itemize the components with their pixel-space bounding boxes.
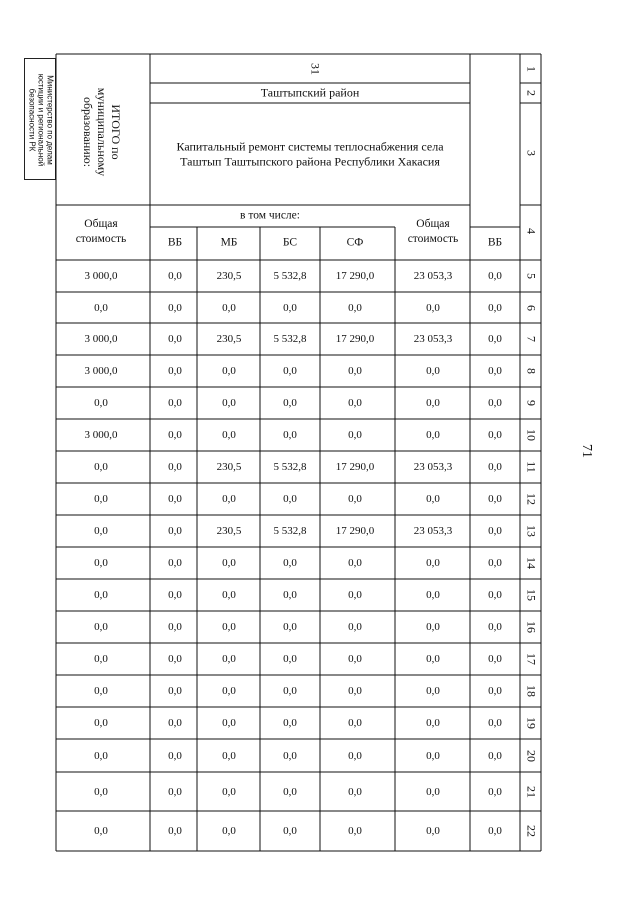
table-cell: 0,0 xyxy=(94,301,108,314)
table-cell: 0,0 xyxy=(488,825,502,837)
table-cell: 0,0 xyxy=(94,557,108,569)
district-name: Таштыпский район xyxy=(260,85,360,100)
table-cell: 0,0 xyxy=(283,589,297,601)
stamp-text: Министерство по делам юстиции и региональной безопасности РК xyxy=(27,73,55,167)
table-cell: 0,0 xyxy=(94,717,108,729)
table-cell: 0,0 xyxy=(283,557,297,569)
table-cell: 17 290,0 xyxy=(335,333,375,345)
table-cell: 0,0 xyxy=(426,785,440,798)
table-cell: 0,0 xyxy=(426,825,440,837)
table-cell: 0,0 xyxy=(168,589,182,601)
col-bs-header: БС xyxy=(282,236,298,249)
table-cell: 0,0 xyxy=(168,365,182,377)
row-number-4: 4 xyxy=(524,228,539,234)
table-cell: 0,0 xyxy=(426,589,440,601)
table-cell: 0,0 xyxy=(222,301,236,314)
table-cell: 0,0 xyxy=(222,717,236,729)
table-cell: 0,0 xyxy=(283,825,297,837)
table-cell: 0,0 xyxy=(168,270,182,282)
table-cell: 0,0 xyxy=(348,557,362,569)
table-cell: 0,0 xyxy=(168,825,182,837)
table-cell: 0,0 xyxy=(426,621,440,633)
table-cell: 3 000,0 xyxy=(84,429,118,441)
col-mb-header: МБ xyxy=(220,236,238,249)
col-vb-header: ВБ xyxy=(167,236,183,249)
table-cell: 5 532,8 xyxy=(273,525,307,537)
table-cell: 3 000,0 xyxy=(84,365,118,377)
table-cell: 0,0 xyxy=(283,717,297,729)
table-cell: 23 053,3 xyxy=(413,461,453,473)
table-cell: 0,0 xyxy=(348,825,362,837)
table-cell: 17 290,0 xyxy=(335,461,375,473)
table-cell: 0,0 xyxy=(348,301,362,314)
row-number: 15 xyxy=(524,589,539,601)
table-cell: 17 290,0 xyxy=(335,270,375,282)
table-cell: 0,0 xyxy=(168,333,182,345)
table-cell: 0,0 xyxy=(426,397,440,409)
table-cell: 0,0 xyxy=(94,397,108,409)
table-cell: 0,0 xyxy=(488,270,502,282)
row-number: 10 xyxy=(524,429,539,441)
row-number: 9 xyxy=(524,400,539,406)
table-cell: 5 532,8 xyxy=(273,461,307,473)
table-cell: 23 053,3 xyxy=(413,270,453,282)
table-cell: 0,0 xyxy=(94,589,108,601)
table-cell: 0,0 xyxy=(488,621,502,633)
table-cell: 0,0 xyxy=(426,749,440,762)
table-cell: 0,0 xyxy=(168,525,182,537)
col-vb2-header: ВБ xyxy=(487,236,503,249)
table-cell: 0,0 xyxy=(222,749,236,762)
row-number: 17 xyxy=(524,653,539,665)
table-cell: 0,0 xyxy=(283,397,297,409)
table-cell: 0,0 xyxy=(488,429,502,441)
table-cell: 0,0 xyxy=(488,589,502,601)
row-number: 16 xyxy=(524,621,539,633)
table-cell: 23 053,3 xyxy=(413,525,453,537)
table-cell: 23 053,3 xyxy=(413,333,453,345)
table-cell: 0,0 xyxy=(94,749,108,762)
project-title-line1: Капитальный ремонт системы теплоснабжения села xyxy=(176,139,444,154)
table-cell: 0,0 xyxy=(488,717,502,729)
table-cell: 0,0 xyxy=(348,717,362,729)
table-cell: 0,0 xyxy=(488,333,502,345)
total-cost-right-header: Общая стоимость xyxy=(407,218,459,245)
table-cell: 0,0 xyxy=(348,365,362,377)
row-number-3: 3 xyxy=(524,150,539,156)
row-number: 11 xyxy=(524,461,539,473)
page-marker: 31 xyxy=(308,63,323,75)
table-cell: 0,0 xyxy=(222,621,236,633)
row-number-1: 1 xyxy=(524,66,539,72)
table-cell: 0,0 xyxy=(426,557,440,569)
table-cell: 0,0 xyxy=(426,429,440,441)
side-page-number: 71 xyxy=(579,444,594,458)
table-cell: 0,0 xyxy=(348,785,362,798)
table-cell: 0,0 xyxy=(222,557,236,569)
table-cell: 0,0 xyxy=(222,365,236,377)
table-cell: 0,0 xyxy=(168,749,182,762)
table-cell: 0,0 xyxy=(488,301,502,314)
table-cell: 0,0 xyxy=(426,493,440,505)
table-cell: 0,0 xyxy=(426,717,440,729)
table-cell: 0,0 xyxy=(222,653,236,665)
table-cell: 0,0 xyxy=(94,785,108,798)
table-cell: 0,0 xyxy=(426,653,440,665)
table-cell: 0,0 xyxy=(488,493,502,505)
col-sf-header: СФ xyxy=(346,236,364,249)
table-cell: 0,0 xyxy=(94,461,108,473)
table-cell: 0,0 xyxy=(283,301,297,314)
table-cell: 0,0 xyxy=(283,749,297,762)
table-cell: 0,0 xyxy=(168,717,182,729)
table-cell: 0,0 xyxy=(348,685,362,697)
table-cell: 0,0 xyxy=(283,621,297,633)
table-cell: 0,0 xyxy=(348,493,362,505)
table-cell: 230,5 xyxy=(216,525,242,537)
total-cost-left-header: Общая стоимость xyxy=(75,218,127,245)
table-cell: 0,0 xyxy=(426,365,440,377)
row-number-2: 2 xyxy=(524,90,539,96)
table-cell: 0,0 xyxy=(94,493,108,505)
table-cell: 0,0 xyxy=(488,685,502,697)
in-that-number-label: в том числе: xyxy=(240,209,300,222)
table-cell: 0,0 xyxy=(348,429,362,441)
table-cell: 3 000,0 xyxy=(84,270,118,282)
table-cell: 230,5 xyxy=(216,461,242,473)
table-cell: 0,0 xyxy=(348,621,362,633)
table-cell: 0,0 xyxy=(222,493,236,505)
table-cell: 0,0 xyxy=(488,397,502,409)
table-cell: 0,0 xyxy=(348,749,362,762)
row-number: 6 xyxy=(524,304,539,311)
table-cell: 0,0 xyxy=(488,525,502,537)
table-cell: 0,0 xyxy=(488,749,502,762)
table-cell: 0,0 xyxy=(348,653,362,665)
table-cell: 0,0 xyxy=(168,685,182,697)
table-cell: 0,0 xyxy=(222,429,236,441)
table-cell: 0,0 xyxy=(283,653,297,665)
table-cell: 0,0 xyxy=(168,557,182,569)
table-cell: 0,0 xyxy=(168,621,182,633)
table-cell: 5 532,8 xyxy=(273,333,307,345)
table-cell: 0,0 xyxy=(348,397,362,409)
table-cell: 0,0 xyxy=(222,589,236,601)
row-number: 22 xyxy=(524,825,539,837)
table-cell: 0,0 xyxy=(488,653,502,665)
table-cell: 0,0 xyxy=(222,397,236,409)
table-cell: 0,0 xyxy=(488,785,502,798)
table-cell: 230,5 xyxy=(216,270,242,282)
table-cell: 0,0 xyxy=(94,825,108,837)
row-number: 19 xyxy=(524,717,539,729)
table-cell: 0,0 xyxy=(168,429,182,441)
table-cell: 0,0 xyxy=(348,589,362,601)
table-cell: 0,0 xyxy=(94,653,108,665)
table-cell: 0,0 xyxy=(94,685,108,697)
table-cell: 230,5 xyxy=(216,333,242,345)
table-cell: 0,0 xyxy=(168,397,182,409)
row-number: 5 xyxy=(524,273,539,279)
table-cell: 0,0 xyxy=(222,785,236,798)
table-cell: 0,0 xyxy=(168,493,182,505)
table-cell: 0,0 xyxy=(488,461,502,473)
table-cell: 0,0 xyxy=(168,461,182,473)
table-cell: 0,0 xyxy=(94,525,108,537)
table-cell: 0,0 xyxy=(488,557,502,569)
table-cell: 5 532,8 xyxy=(273,270,307,282)
row-number: 20 xyxy=(524,749,539,762)
row-number: 18 xyxy=(524,685,539,697)
table-cell: 3 000,0 xyxy=(84,333,118,345)
table-cell: 0,0 xyxy=(426,301,440,314)
table-cell: 17 290,0 xyxy=(335,525,375,537)
row-number: 21 xyxy=(524,785,539,798)
table-cell: 0,0 xyxy=(426,685,440,697)
row-number: 12 xyxy=(524,493,539,505)
row-number: 14 xyxy=(524,557,539,569)
table-cell: 0,0 xyxy=(94,621,108,633)
table-cell: 0,0 xyxy=(168,653,182,665)
table-cell: 0,0 xyxy=(222,685,236,697)
table-cell: 0,0 xyxy=(222,825,236,837)
table-cell: 0,0 xyxy=(283,493,297,505)
table-cell: 0,0 xyxy=(283,785,297,798)
row-number: 13 xyxy=(524,525,539,537)
table-cell: 0,0 xyxy=(488,365,502,377)
table-cell: 0,0 xyxy=(283,429,297,441)
project-title-line2: Таштып Таштыпского района Республики Хакасия xyxy=(180,154,440,169)
table-cell: 0,0 xyxy=(283,365,297,377)
row-number: 8 xyxy=(524,368,539,374)
table-cell: 0,0 xyxy=(168,785,182,798)
table-cell: 0,0 xyxy=(283,685,297,697)
itogo-label: ИТОГО по муниципальному образованию: xyxy=(81,87,123,177)
row-number: 7 xyxy=(524,336,539,342)
table-cell: 0,0 xyxy=(168,301,182,314)
